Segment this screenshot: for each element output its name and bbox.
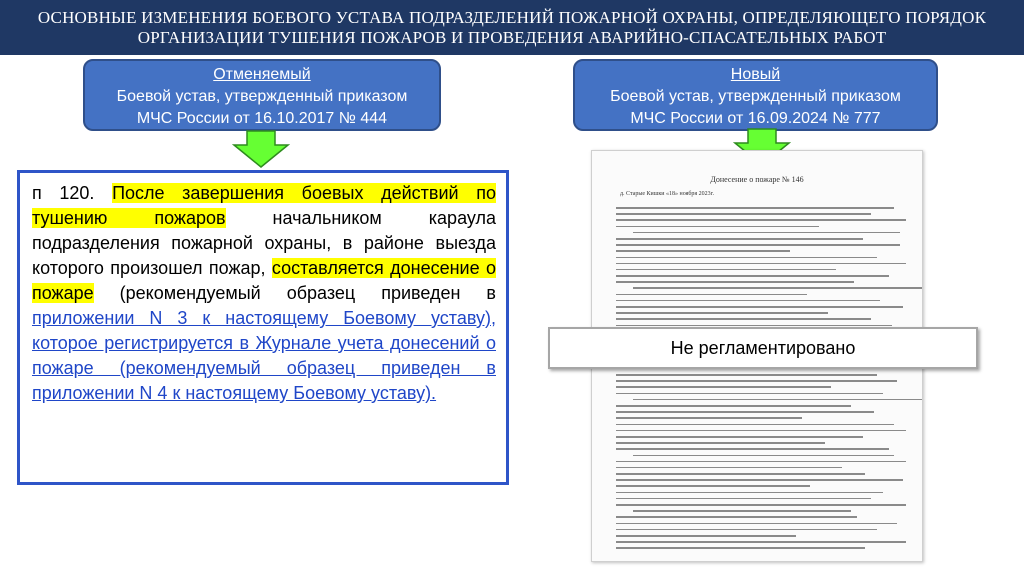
document-text-line bbox=[616, 238, 863, 240]
document-text-line bbox=[616, 263, 906, 265]
rule-highlight-1: После завершения боевых действий по тушению пожаров bbox=[32, 183, 496, 228]
new-regulation-heading: Новый bbox=[730, 66, 781, 83]
document-text-line bbox=[616, 374, 877, 376]
document-text-lines bbox=[616, 207, 906, 554]
header-line-2: ОРГАНИЗАЦИИ ТУШЕНИЯ ПОЖАРОВ И ПРОВЕДЕНИЯ АВАРИЙНО-СПАСАТЕЛЬНЫХ РАБОТ bbox=[137, 27, 887, 47]
document-text-line bbox=[616, 269, 836, 271]
document-text-line bbox=[616, 219, 906, 221]
document-text-line bbox=[616, 244, 900, 246]
document-text-line bbox=[616, 498, 871, 500]
old-regulation-line-2: МЧС России от 16.10.2017 № 444 bbox=[136, 110, 388, 127]
document-text-line bbox=[616, 473, 865, 475]
document-text-line bbox=[616, 547, 865, 549]
document-text-line bbox=[616, 430, 906, 432]
document-text-line bbox=[616, 448, 889, 450]
new-regulation-card bbox=[573, 59, 938, 131]
document-text-line bbox=[616, 436, 863, 438]
document-text-line bbox=[616, 411, 874, 413]
document-text-line bbox=[616, 380, 897, 382]
document-text-line bbox=[616, 318, 871, 320]
rule-after: (рекомендуемый образец приведен в bbox=[93, 283, 496, 303]
document-text-line bbox=[616, 405, 851, 407]
document-text-line bbox=[616, 467, 842, 469]
document-text-line bbox=[633, 287, 923, 289]
document-text-line bbox=[616, 516, 857, 518]
document-text-line bbox=[616, 306, 903, 308]
document-text-line bbox=[616, 250, 790, 252]
document-text-line bbox=[616, 529, 877, 531]
document-text-line bbox=[633, 455, 894, 457]
document-text-line bbox=[616, 207, 894, 209]
document-text-line bbox=[616, 213, 871, 215]
header-line-1: ОСНОВНЫЕ ИЗМЕНЕНИЯ БОЕВОГО УСТАВА ПОДРАЗДЕЛЕНИЙ ПОЖАРНОЙ ОХРАНЫ, ОПРЕДЕЛЯЮЩЕГО ПОРЯДОК bbox=[37, 7, 987, 27]
slide-header bbox=[0, 0, 1024, 55]
document-text-line bbox=[616, 504, 906, 506]
document-text-line bbox=[633, 510, 851, 512]
appendix-link[interactable]: приложении N 3 к настоящему Боевому уставу), которое регистрируется в Журнале учета донесений о пожаре (рекомендуемый образец приведен в приложении N 4 к настоящему Боевому уставу). bbox=[32, 308, 496, 403]
document-text-line bbox=[616, 386, 831, 388]
document-text-line bbox=[616, 485, 810, 487]
document-text-line bbox=[616, 312, 828, 314]
down-arrow-icon bbox=[232, 130, 290, 168]
document-text-line bbox=[616, 226, 819, 228]
document-text-line bbox=[616, 492, 883, 494]
document-text-line bbox=[616, 442, 825, 444]
document-text-line bbox=[616, 281, 854, 283]
document-text-line bbox=[633, 232, 900, 234]
document-text-line bbox=[616, 541, 906, 543]
document-title: Донесение о пожаре № 146 bbox=[710, 175, 804, 184]
document-text-line bbox=[633, 399, 923, 401]
document-text-line bbox=[616, 393, 883, 395]
new-regulation-line-2: МЧС России от 16.09.2024 № 777 bbox=[630, 110, 881, 127]
document-text-line bbox=[616, 300, 880, 302]
document-text-line bbox=[616, 325, 892, 327]
document-text-line bbox=[616, 479, 903, 481]
rule-highlight-2: составляется донесение о пожаре bbox=[32, 258, 496, 303]
document-text-line bbox=[616, 257, 877, 259]
document-text-line bbox=[616, 461, 906, 463]
document-text-line bbox=[616, 275, 889, 277]
document-text-line bbox=[616, 424, 894, 426]
new-regulation-line-1: Боевой устав, утвержденный приказом bbox=[610, 88, 901, 105]
rule-text-box bbox=[17, 170, 509, 485]
document-date-line: д. Старые Кишки «18» ноября 2023г. bbox=[620, 191, 714, 197]
old-regulation-heading: Отменяемый bbox=[213, 66, 311, 83]
status-badge: Не регламентировано bbox=[548, 327, 978, 369]
document-text-line bbox=[616, 535, 796, 537]
old-regulation-line-1: Боевой устав, утвержденный приказом bbox=[116, 88, 408, 105]
document-text-line bbox=[616, 523, 897, 525]
document-text-line bbox=[616, 417, 802, 419]
rule-prefix: п 120. bbox=[32, 183, 113, 203]
rule-middle: начальником караула подразделения пожарной охраны, в районе выезда которого произошел пожар, bbox=[32, 208, 496, 278]
old-regulation-card bbox=[83, 59, 441, 131]
document-text-line bbox=[616, 294, 807, 296]
